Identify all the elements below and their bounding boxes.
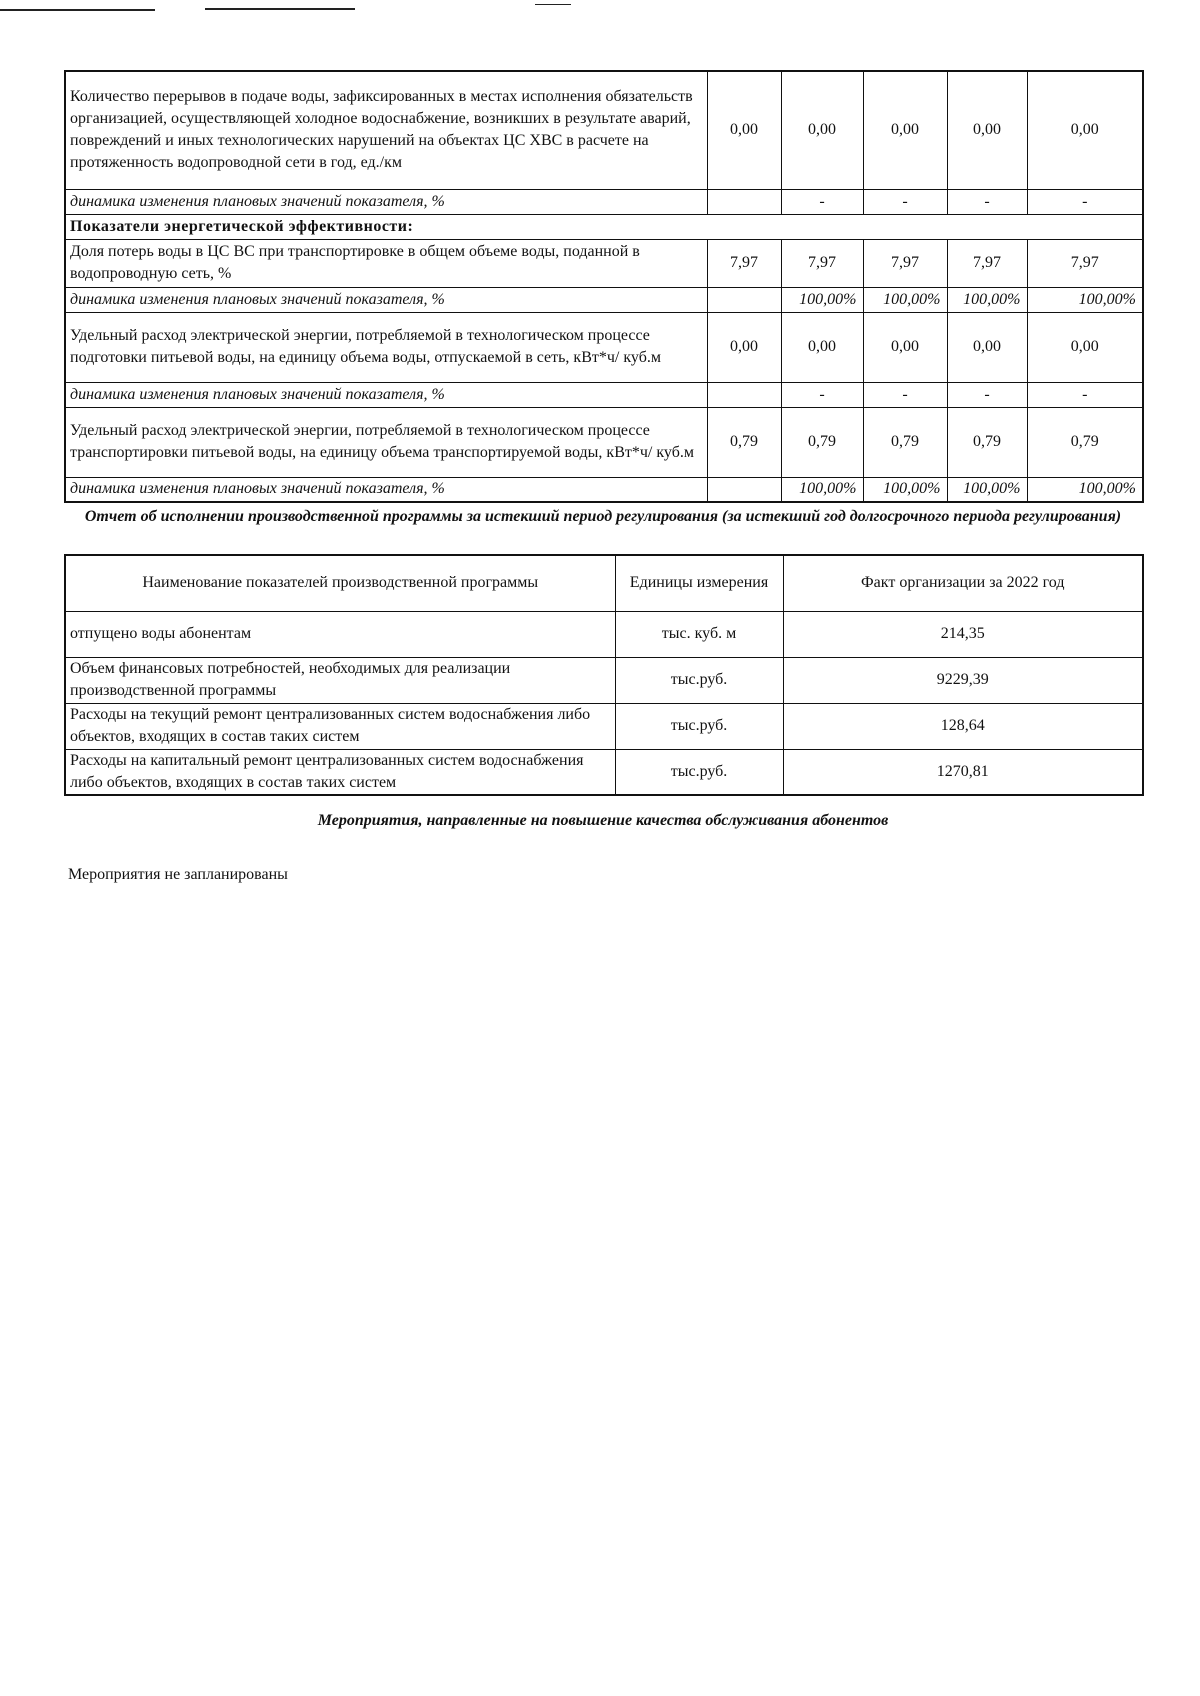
table-row <box>65 214 1143 239</box>
value-cell: 7,97 <box>1027 239 1143 287</box>
scan-line-middle <box>205 8 355 10</box>
dynamics-label: динамика изменения плановых значений показателя, % <box>65 287 707 312</box>
report-heading: Отчет об исполнении производственной программы за истекший период регулирования (за истекший год долгосрочного периода регулирования) <box>84 508 1122 525</box>
value-cell: 0,00 <box>863 312 947 382</box>
table-row <box>65 189 1143 214</box>
value-cell: 100,00% <box>947 287 1027 312</box>
report-table <box>64 554 1144 796</box>
value-cell: 100,00% <box>863 477 947 502</box>
value-cell: 0,00 <box>947 71 1027 189</box>
report-item-name: Расходы на текущий ремонт централизованных систем водоснабжения либо объектов, входящих в состав таких систем <box>65 703 615 749</box>
column-header-fact: Факт организации за 2022 год <box>783 555 1143 611</box>
table-row <box>65 407 1143 477</box>
report-item-fact: 214,35 <box>783 611 1143 657</box>
table-row <box>65 611 1143 657</box>
indicator-label: Количество перерывов в подаче воды, зафиксированных в местах исполнения обязательств организацией, осуществляющей холодное водоснабжение, возникших в результате аварий, повреждений и иных технологических нарушений на объектах ЦС ХВС в расчете на протяженность водопроводной сети в год, ед./км <box>65 71 707 189</box>
report-item-name: отпущено воды абонентам <box>65 611 615 657</box>
table-row <box>65 657 1143 703</box>
dynamics-label: динамика изменения плановых значений показателя, % <box>65 189 707 214</box>
value-cell: 0,79 <box>781 407 863 477</box>
table-row <box>65 71 1143 189</box>
value-cell: 7,97 <box>781 239 863 287</box>
scan-line-small <box>535 4 571 5</box>
indicator-label: Удельный расход электрической энергии, потребляемой в технологическом процессе подготовки питьевой воды, на единицу объема воды, отпускаемой в сеть, кВт*ч/ куб.м <box>65 312 707 382</box>
table-row <box>65 382 1143 407</box>
value-cell <box>707 189 781 214</box>
value-cell: - <box>863 189 947 214</box>
value-cell: 0,00 <box>707 71 781 189</box>
value-cell: 0,00 <box>947 312 1027 382</box>
report-item-fact: 9229,39 <box>783 657 1143 703</box>
value-cell: 0,79 <box>863 407 947 477</box>
table-row <box>65 477 1143 502</box>
value-cell: 0,00 <box>781 71 863 189</box>
value-cell: - <box>947 189 1027 214</box>
dynamics-label: динамика изменения плановых значений показателя, % <box>65 382 707 407</box>
indicator-label: Доля потерь воды в ЦС ВС при транспортировке в общем объеме воды, поданной в водопроводную сеть, % <box>65 239 707 287</box>
value-cell: 0,79 <box>707 407 781 477</box>
value-cell: 0,00 <box>863 71 947 189</box>
report-item-fact: 128,64 <box>783 703 1143 749</box>
table-row <box>65 749 1143 795</box>
value-cell: 0,00 <box>707 312 781 382</box>
value-cell: 0,00 <box>1027 71 1143 189</box>
value-cell: 7,97 <box>947 239 1027 287</box>
value-cell: 0,00 <box>781 312 863 382</box>
value-cell: 100,00% <box>781 287 863 312</box>
value-cell: - <box>781 189 863 214</box>
report-item-name: Расходы на капитальный ремонт централизованных систем водоснабжения либо объектов, входящих в состав таких систем <box>65 749 615 795</box>
value-cell <box>707 477 781 502</box>
value-cell: - <box>1027 382 1143 407</box>
table-row <box>65 312 1143 382</box>
report-item-name: Объем финансовых потребностей, необходимых для реализации производственной программы <box>65 657 615 703</box>
scan-line-left <box>0 9 155 11</box>
value-cell: 0,79 <box>1027 407 1143 477</box>
table-row <box>65 287 1143 312</box>
value-cell: - <box>781 382 863 407</box>
value-cell: - <box>1027 189 1143 214</box>
value-cell: 7,97 <box>863 239 947 287</box>
table-row <box>65 703 1143 749</box>
report-item-fact: 1270,81 <box>783 749 1143 795</box>
table-row <box>65 239 1143 287</box>
value-cell: - <box>863 382 947 407</box>
column-header-name: Наименование показателей производственной программы <box>65 555 615 611</box>
report-item-unit: тыс.руб. <box>615 749 783 795</box>
value-cell: 0,79 <box>947 407 1027 477</box>
section-heading: Показатели энергетической эффективности: <box>65 214 1143 239</box>
value-cell: 7,97 <box>707 239 781 287</box>
measures-note: Мероприятия не запланированы <box>68 866 288 883</box>
value-cell: 100,00% <box>1027 477 1143 502</box>
report-item-unit: тыс.руб. <box>615 703 783 749</box>
dynamics-label: динамика изменения плановых значений показателя, % <box>65 477 707 502</box>
value-cell: 100,00% <box>863 287 947 312</box>
measures-heading: Мероприятия, направленные на повышение качества обслуживания абонентов <box>317 812 889 829</box>
report-item-unit: тыс.руб. <box>615 657 783 703</box>
report-item-unit: тыс. куб. м <box>615 611 783 657</box>
value-cell: 100,00% <box>1027 287 1143 312</box>
value-cell: 0,00 <box>1027 312 1143 382</box>
table-header-row <box>65 555 1143 611</box>
value-cell <box>707 287 781 312</box>
value-cell: 100,00% <box>781 477 863 502</box>
indicators-table <box>64 70 1144 503</box>
value-cell: - <box>947 382 1027 407</box>
indicator-label: Удельный расход электрической энергии, потребляемой в технологическом процессе транспортировки питьевой воды, на единицу объема транспортируемой воды, кВт*ч/ куб.м <box>65 407 707 477</box>
value-cell <box>707 382 781 407</box>
value-cell: 100,00% <box>947 477 1027 502</box>
column-header-unit: Единицы измерения <box>615 555 783 611</box>
